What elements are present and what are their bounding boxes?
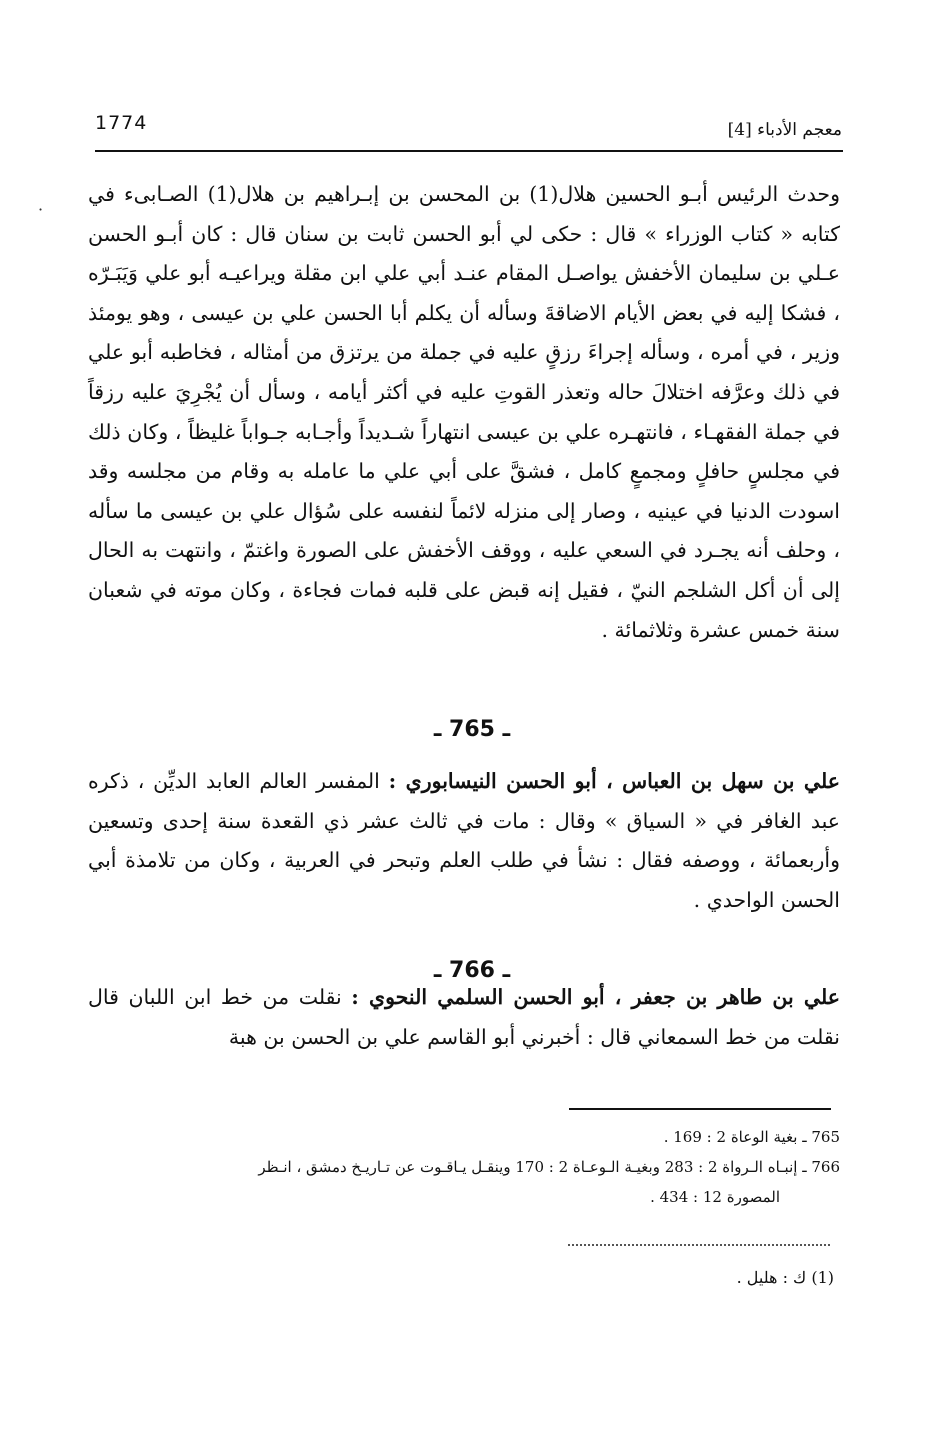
body-paragraph (88, 175, 840, 650)
variant-note: (1) ك : هليل . (736, 1268, 834, 1287)
footnote-rule (569, 1108, 831, 1110)
entry-text: المفسر العالم العابد الديِّن ، ذكره عبد الغافر في « السياق » وقال : مات في ثالث عشر ذي القعدة سنة إحدى وتسعين وأربعمائة ، ووصفه فقال : نشأ في طلب العلم وتبحر في العربية ، وكان من تلامذة أبي الحسن الواحدي . (88, 769, 840, 912)
page-number: 1774 (95, 112, 148, 134)
entry-765 (88, 762, 840, 920)
margin-mark: · (38, 200, 44, 219)
entry-number-765: ـ 765 ـ (433, 717, 511, 742)
footnotes (80, 1122, 840, 1212)
running-title: معجم الأدباء [4] (727, 120, 842, 140)
entry-name: علي بن طاهر بن جعفر ، أبو الحسن السلمي النحوي : (351, 985, 840, 1009)
header-rule (95, 150, 843, 152)
entry-name: علي بن سهل بن العباس ، أبو الحسن النيسابوري : (388, 769, 840, 793)
footnote-766: 766 ـ إنبـاه الـرواة 2 : 283 وبغيـة الـوعـاة 2 : 170 وينقـل يـاقـوت عن تـاريـخ دمشق ، انـظر (258, 1158, 840, 1176)
paragraph-text: وحدث الرئيس أبـو الحسين هلال(1) بن المحسن بن إبـراهيم بن هلال(1) الصـابىء في كتابه « كتاب الوزراء » قال : حكى لي أبو الحسن ثابت بن سنان قال : كان أبـو الحسن عـلي بن سليمان الأخفش يواصـل المقام عنـد أبي علي ابن مقلة ويراعيـه أبو علي وَيَبَـرّه ، فشكا إليه في بعض الأيام الاضاقةَ وسأله أن يكلم أبا الحسن علي بن عيسى ، وهو يومئذ وزير ، في أمره ، وسأله إجراءَ رزقٍ عليه في جملة من يرتزق من أمثاله ، فخاطبه أبو علي في ذلك وعرَّفه اختلالَ حاله وتعذر القوتِ عليه في أكثر أيامه ، وسأل أن يُجْرِيَ عليه رزقاً في جملة الفقهـاء ، فانتهـره علي بن عيسى انتهاراً شـديداً وأجـابه جـواباً غليظاً ، وكان ذلك في مجلسٍ حافلٍ ومجمعٍ كامل ، فشقَّ على أبي علي ما عامله به وقام من مجلسه وقد اسودت الدنيا في عينيه ، وصار إلى منزله لائماً لنفسه على سُؤال علي بن عيسى ما سأله ، وحلف أنه يجـرد في السعي عليه ، ووقف الأخفش على الصورة واغتمّ ، وانتهت به الحال إلى أن أكل الشلجم النيّ ، فقيل إنه قبض على قلبه فمات فجاءة ، وكان موته في شعبان سنة خمس عشرة وثلاثمائة . (88, 182, 840, 642)
entry-paragraph (88, 762, 840, 920)
entry-number-766: ـ 766 ـ (433, 958, 511, 983)
entry-text: نقلت من خط ابن اللبان قال نقلت من خط السمعاني قال : أخبرني أبو القاسم علي بن الحسن بن هبة (88, 985, 840, 1049)
dotted-separator (568, 1244, 830, 1246)
footnote-766-continued: المصورة 12 : 434 . (650, 1188, 780, 1206)
page-header (95, 112, 842, 152)
footnote-765: 765 ـ بغية الوعاة 2 : 169 . (663, 1128, 840, 1146)
entry-766 (88, 978, 840, 1057)
entry-paragraph (88, 978, 840, 1057)
